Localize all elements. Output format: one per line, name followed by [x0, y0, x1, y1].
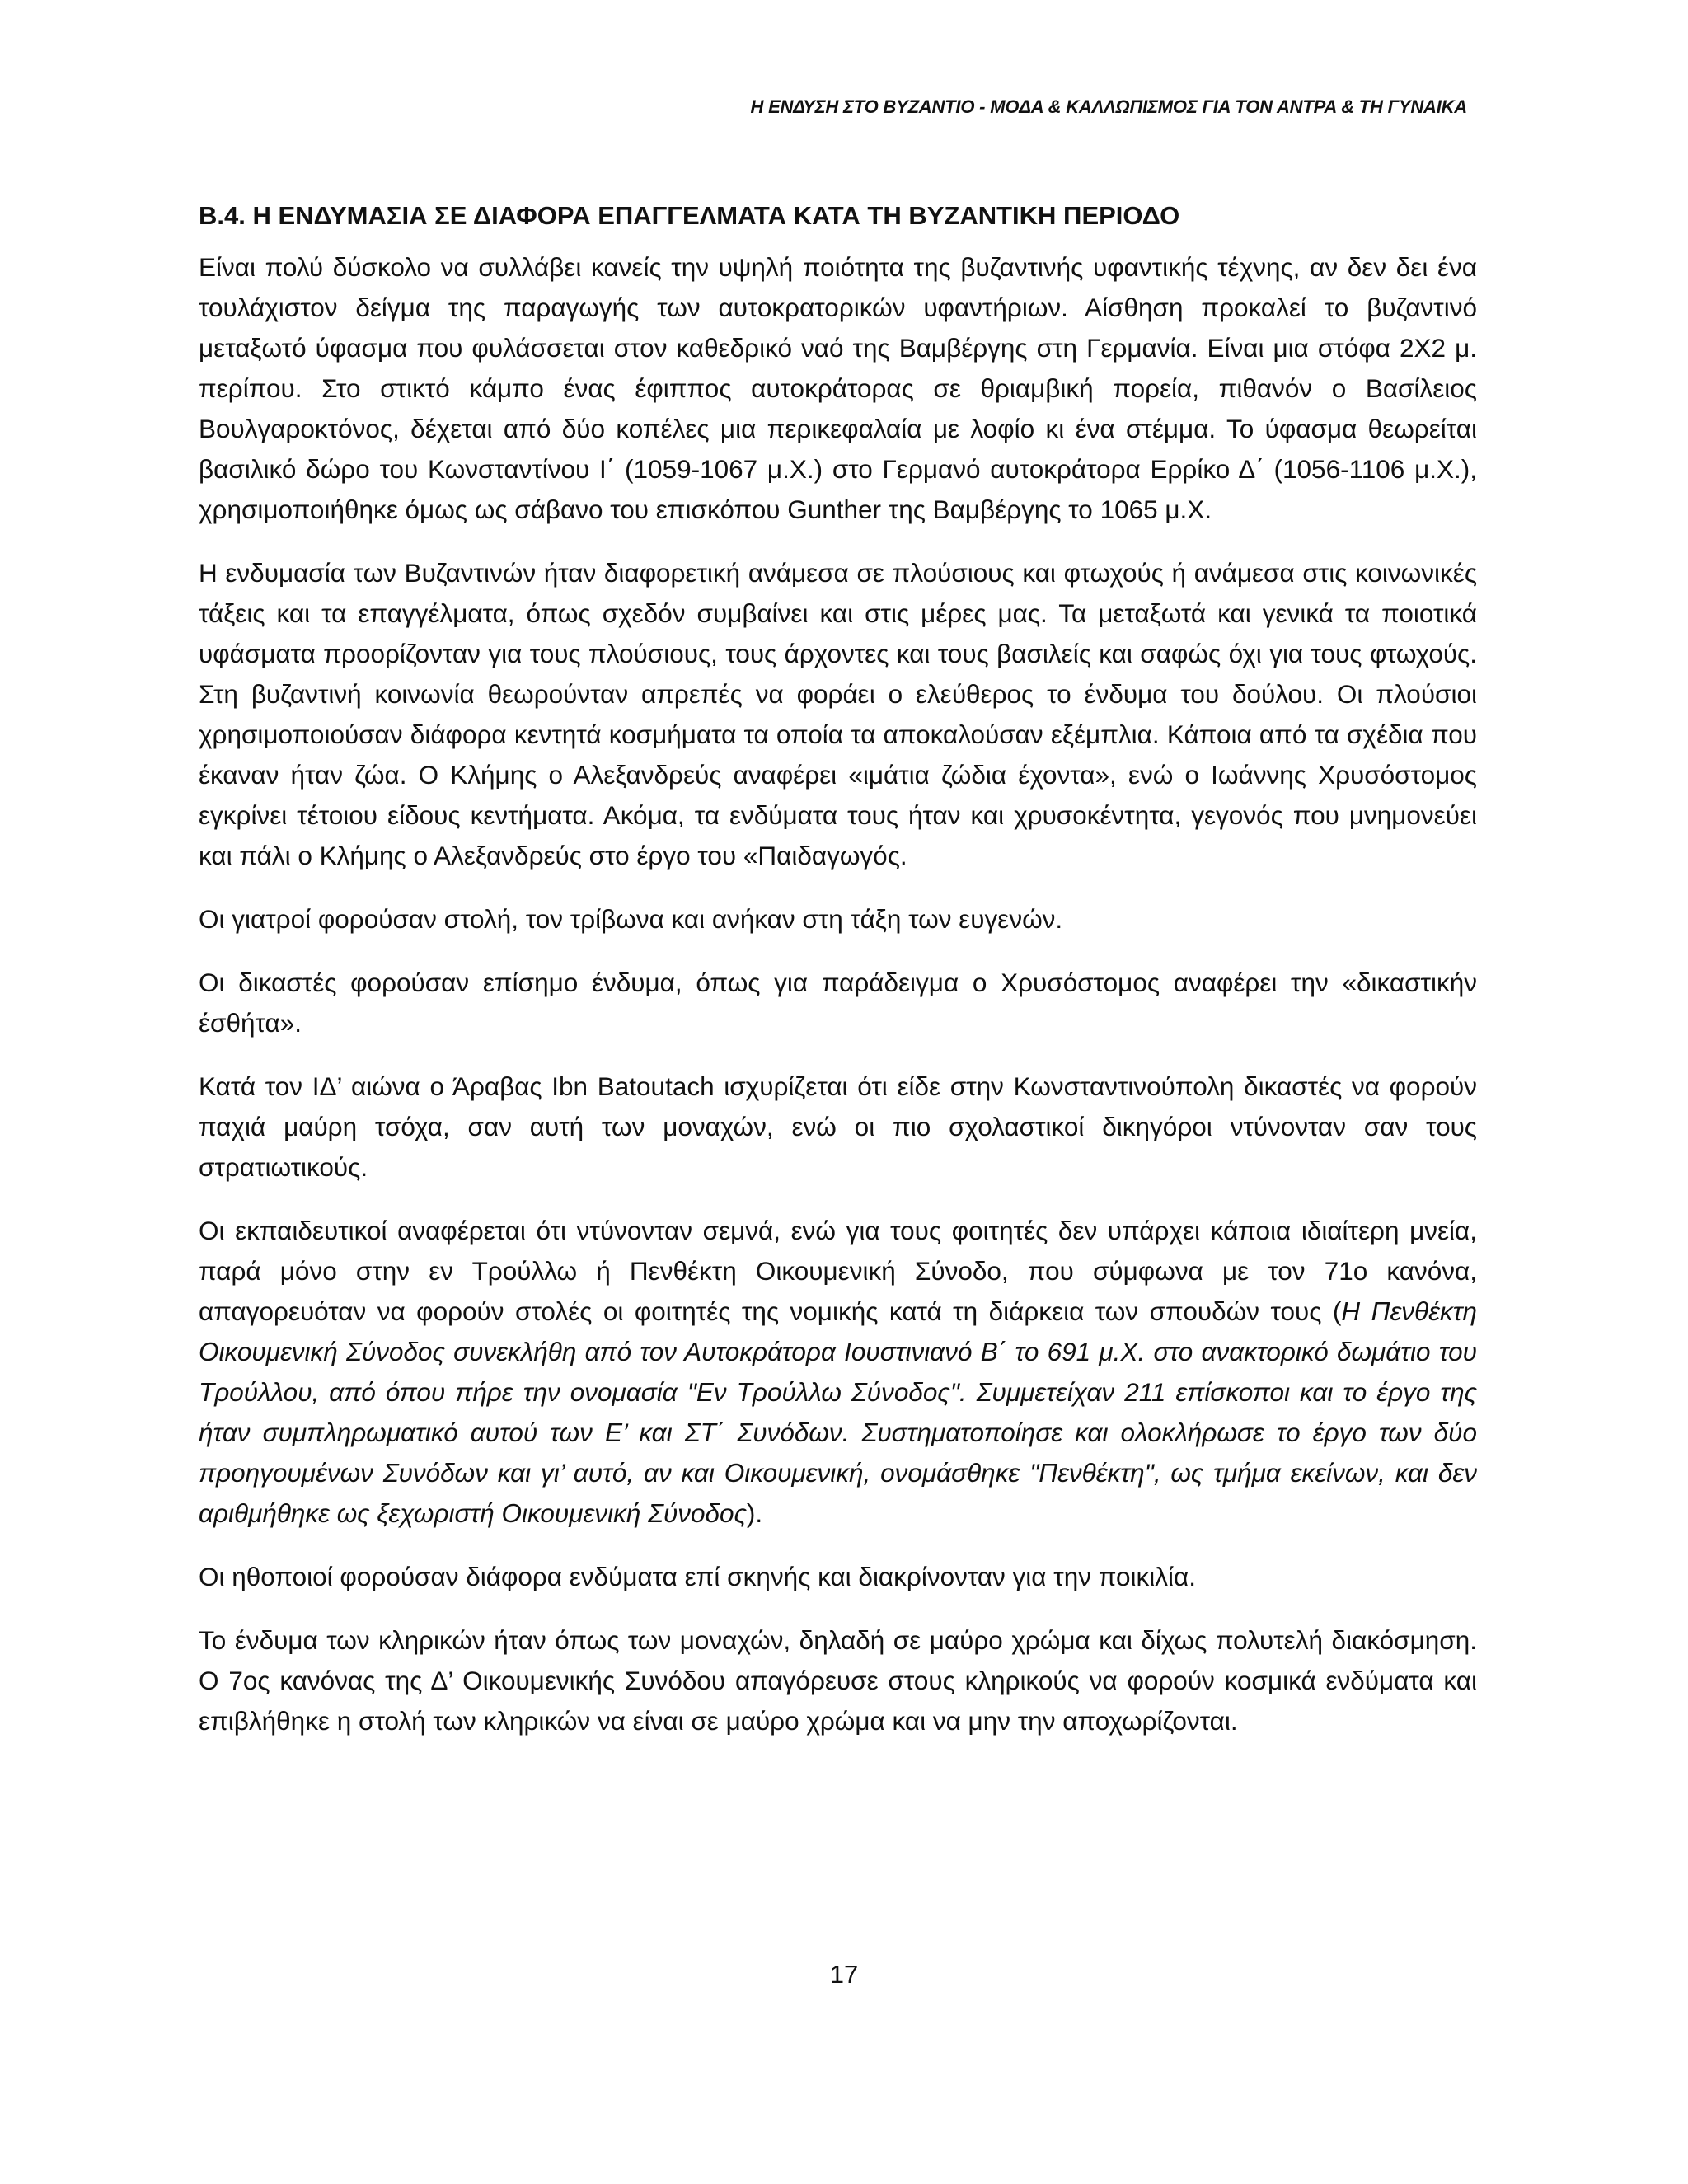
section-title: Β.4. Η ΕΝΔΥΜΑΣΙΑ ΣΕ ΔΙΑΦΟΡΑ ΕΠΑΓΓΕΛΜΑΤΑ ΚΑΤΑ ΤΗ ΒΥΖΑΝΤΙΚΗ ΠΕΡΙΟΔΟ — [199, 201, 1180, 230]
paragraph-doctors: Οι γιατροί φορούσαν στολή, τον τρίβωνα και ανήκαν στη τάξη των ευγενών. — [199, 904, 1063, 934]
education-text-end: ). — [746, 1498, 763, 1528]
paragraph-judges: Οι δικαστές φορούσαν επίσημο ένδυμα, όπως για παράδειγμα ο Χρυσόστομος αναφέρει την «δικαστικήν έσθήτα». — [199, 968, 1477, 1038]
page-content — [199, 198, 1477, 1765]
paragraph-ibn-batoutach: Κατά τον ΙΔ’ αιώνα ο Άραβας Ibn Batoutach ισχυρίζεται ότι είδε στην Κωνσταντινούπολη δικαστές να φορούν παχιά μαύρη τσόχα, σαν αυτή των μοναχών, ενώ οι πιο σχολαστικοί δικηγόροι ντύνονταν σαν τους στρατιωτικούς. — [199, 1071, 1477, 1182]
paragraph-education — [199, 1211, 1477, 1534]
education-text: Οι εκπαιδευτικοί αναφέρεται ότι ντύνονταν σεμνά, ενώ για τους φοιτητές δεν υπάρχει κάποια ιδιαίτερη μνεία, παρά μόνο στην εν Τρούλλω ή Πενθέκτη Οικουμενική Σύνοδο, που σύμφωνα με τον 71ο κανόνα, απαγορευόταν να φορούν στολές οι φοιτητές της νομικής κατά τη διάρκεια των σπουδών τους ( — [199, 1216, 1477, 1326]
quinisext-council-note: Η Πενθέκτη Οικουμενική Σύνοδος συνεκλήθη από τον Αυτοκράτορα Ιουστινιανό Β΄ το 691 μ.Χ. στο ανακτορικό δωμάτιο του Τρούλλου, από όπου πήρε την ονομασία "Εν Τρούλλω Σύνοδος". Συμμετείχαν 211 επίσκοποι και το έργο της ήταν συμπληρωματικό αυτού των Ε’ και ΣΤ΄ Συνόδων. Συστηματοποίησε και ολοκλήρωσε το έργο των δύο προηγουμένων Συνόδων και γι’ αυτό, αν και Οικουμενική, ονομάσθηκε "Πενθέκτη", ως τμήμα εκείνων, και δεν αριθμήθηκε ως ξεχωριστή Οικουμενική Σύνοδος — [199, 1296, 1477, 1528]
page-number: 17 — [829, 1960, 859, 1989]
paragraph-social-classes: Η ενδυμασία των Βυζαντινών ήταν διαφορετική ανάμεσα σε πλούσιους και φτωχούς ή ανάμεσα στις κοινωνικές τάξεις και τα επαγγέλματα, όπως σχεδόν συμβαίνει και στις μέρες μας. Τα μεταξωτά και γενικά τα ποιοτικά υφάσματα προορίζονταν για τους πλούσιους, τους άρχοντες και τους βασιλείς και σαφώς όχι για τους φτωχούς. Στη βυζαντινή κοινωνία θεωρούνταν απρεπές να φοράει ο ελεύθερος το ένδυμα του δούλου. Οι πλούσιοι χρησιμοποιούσαν διάφορα κεντητά κοσμήματα τα οποία τα αποκαλούσαν εξέμπλια. Κάποια από τα σχέδια που έκαναν ήταν ζώα. Ο Κλήμης ο Αλεξανδρεύς αναφέρει «ιμάτια ζώδια έχοντα», ενώ ο Ιωάννης Χρυσόστομος εγκρίνει τέτοιου είδους κεντήματα. Ακόμα, τα ενδύματα τους ήταν και χρυσοκέντητα, γεγονός που μνημονεύει και πάλι ο Κλήμης ο Αλεξανδρεύς στο έργο του «Παιδαγωγός. — [199, 558, 1477, 870]
paragraph-actors: Οι ηθοποιοί φορούσαν διάφορα ενδύματα επί σκηνής και διακρίνονταν για την ποικιλία. — [199, 1562, 1196, 1591]
running-header: Η ΕΝΔΥΣΗ ΣΤΟ ΒΥΖΑΝΤΙΟ - ΜΟΔΑ & ΚΑΛΛΩΠΙΣΜΟΣ ΓΙΑ ΤΟΝ ΑΝΤΡΑ & ΤΗ ΓΥΝΑΙΚΑ — [750, 96, 1467, 117]
paragraph-clergy: Το ένδυμα των κληρικών ήταν όπως των μοναχών, δηλαδή σε μαύρο χρώμα και δίχως πολυτελή διακόσμηση. Ο 7ος κανόνας της Δ’ Οικουμενικής Συνόδου απαγόρευσε στους κληρικούς να φορούν κοσμικά ενδύματα και επιβλήθηκε η στολή των κληρικών να είναι σε μαύρο χρώμα και να μην την αποχωρίζονται. — [199, 1625, 1477, 1736]
paragraph-byzantine-weaving: Είναι πολύ δύσκολο να συλλάβει κανείς την υψηλή ποιότητα της βυζαντινής υφαντικής τέχνης, αν δεν δει ένα τουλάχιστον δείγμα της παραγωγής των αυτοκρατορικών υφαντήριων. Αίσθηση προκαλεί το βυζαντινό μεταξωτό ύφασμα που φυλάσσεται στον καθεδρικό ναό της Βαμβέργης στη Γερμανία. Είναι μια στόφα 2Χ2 μ. περίπου. Στο στικτό κάμπο ένας έφιππος αυτοκράτορας σε θριαμβική πορεία, πιθανόν ο Βασίλειος Βουλγαροκτόνος, δέχεται από δύο κοπέλες μια περικεφαλαία με λοφίο κι ένα στέμμα. Το ύφασμα θεωρείται βασιλικό δώρο του Κωνσταντίνου Ι΄ (1059-1067 μ.Χ.) στο Γερμανό αυτοκράτορα Ερρίκο Δ΄ (1056-1106 μ.Χ.), χρησιμοποιήθηκε όμως ως σάβανο του επισκόπου Gunther της Βαμβέργης το 1065 μ.Χ. — [199, 252, 1477, 524]
